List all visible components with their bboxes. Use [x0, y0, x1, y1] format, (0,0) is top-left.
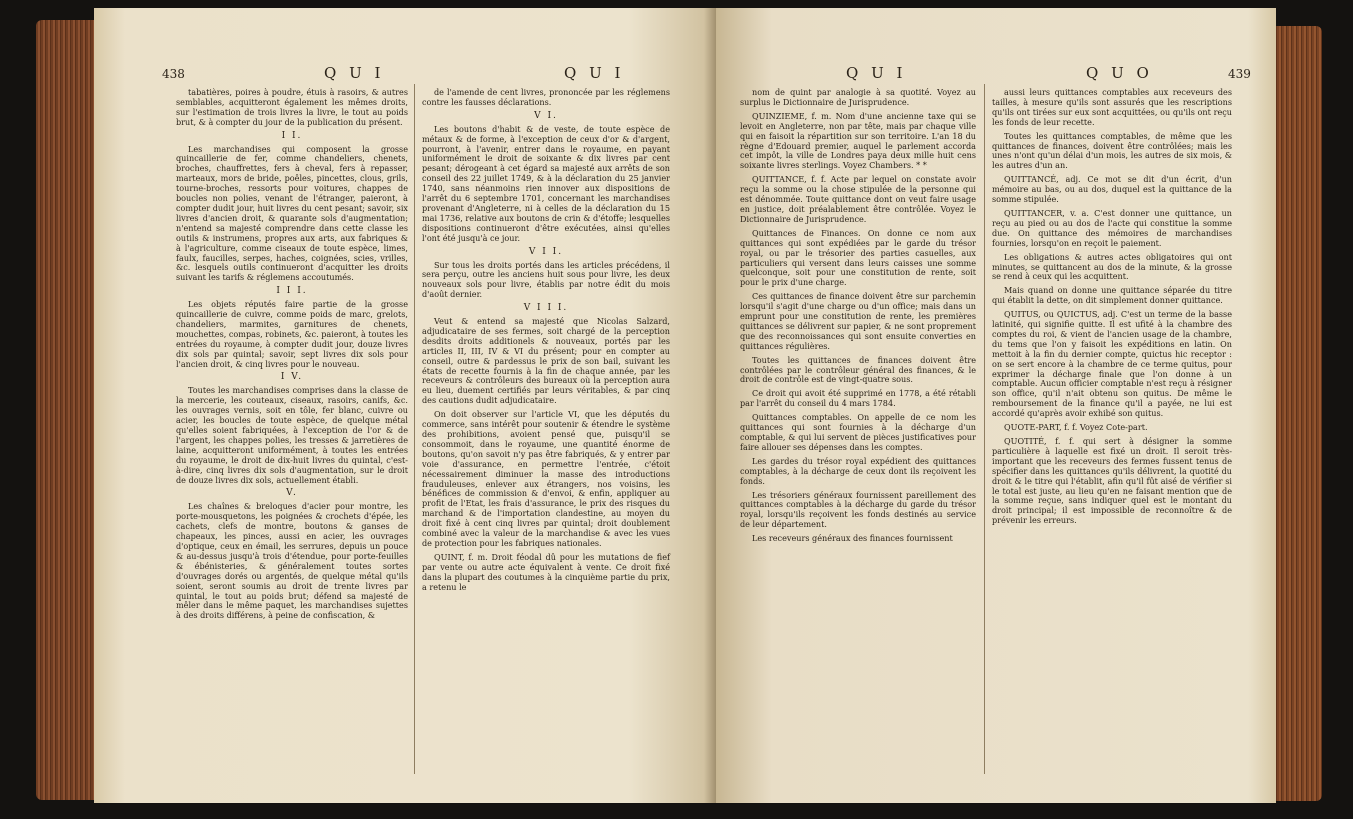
paragraph: QUINT, f. m. Droit féodal dû pour les mutations de fief par vente ou autre acte équivalent à vente. Ce droit fixé dans la plupart des coutumes à la cinquième partie du prix, a retenu le: [422, 551, 670, 592]
section-numeral: I V.: [280, 372, 304, 383]
left-page: [94, 8, 716, 803]
paragraph: QUOTE-PART, f. f. Voyez Cote-part.: [1004, 422, 1148, 433]
paragraph: QUINZIEME, f. m. Nom d'une ancienne taxe qui se levoit en Angleterre, non par tête, mais par chaque ville qui en faisoit la répartition sur son territoire. L'an 18 du règne d'Edouard premier, auquel le parlement accorda cet impôt, la ville de Londres paya deux mille huit cens soixante livres sterlings. Voyez Chambers. * *: [740, 110, 976, 171]
paragraph: Les gardes du trésor royal expédient des quittances comptables, à la décharge de ceux dont ils reçoivent les fonds.: [740, 455, 976, 486]
paragraph: Sur tous les droits portés dans les articles précédens, il sera perçu, outre les anciens huit sous pour livre, les deux nouveaux sols pour livre, établis par notre édit du mois d'août dernier.: [422, 259, 670, 300]
paragraph: Les marchandises qui composent la grosse quincaillerie de fer, comme chandeliers, chenets, broches, chauffrettes, fers à cheval, fers à repasser, marteaux, mors de bride, poêles, pincettes, clous, grils, tourne-broches, ressorts pour voitures, chappes de boucles non polies, venant de l'étranger, paieront, à compter dudit jour, huit livres du cent pesant; savoir, six livres d'ancien droit, & quarante sols d'augmentation; n'entend sa majesté comprendre dans cette classe les outils & instrumens, propres aux arts, aux fabriques & à l'agriculture, comme ciseaux de toute espèce, limes, faulx, faucilles, serpes, haches, coignées, scies, vrilles, &c. lesquels outils continueront d'acquitter les droits suivant les tarifs & réglemens accoutumés.: [176, 143, 408, 283]
paragraph: Mais quand on donne une quittance séparée du titre qui établit la dette, on dit simplement donner quittance.: [992, 285, 1232, 306]
paragraph: aussi leurs quittances comptables aux receveurs des tailles, à mesure qu'ils sont assurés que les rescriptions qu'ils ont tirées sur eux sont acquittées, ou qu'ils ont reçu les fonds de leur recette.: [992, 87, 1232, 127]
book-spread: [36, 8, 1322, 811]
left-column-2: [422, 88, 670, 597]
paragraph: Toutes les quittances de finances doivent être contrôlées par le contrôleur général des finances, & le droit de contrôle est de vingt-quatre sous.: [740, 354, 976, 385]
paragraph: Ces quittances de finance doivent être sur parchemin lorsqu'il s'agit d'une charge ou d'un office; mais dans un emprunt pour une constitution de rente, les premières quittances se délivrent sur papier, & ne sont proprement que des reconnoissances qui sont ensuite converties en quittances régulières.: [740, 291, 976, 351]
right-page: [716, 8, 1276, 803]
column-rule: [414, 84, 415, 774]
paragraph: Quittances de Finances. On donne ce nom aux quittances qui sont expédiées par le garde du trésor royal, ou par le trésorier des parties casuelles, aux particuliers qui versent dans leurs caisses une somme quelconque, soit pour une constitution de rente, soit pour le prix d'une charge.: [740, 227, 976, 288]
section-numeral: V I I I.: [523, 303, 569, 314]
section-numeral: V.: [286, 488, 298, 499]
right-running-head-1: Q U I: [846, 64, 907, 82]
section-numeral: I I.: [281, 130, 303, 141]
section-numeral: I I I.: [276, 286, 308, 297]
paragraph: Les boutons d'habit & de veste, de toute espèce de métaux & de forme, à l'exception de ceux d'or & d'argent, pourront, à l'avenir, entrer dans le royaume, en payant uniformément le droit de soixante & dix livres par cent pesant; dérogeant à cet égard sa majesté aux arrêts de son conseil des 22 juillet 1749, & à la déclaration du 25 janvier 1740, sans néanmoins rien innover aux dispositions de l'arrêt du 6 septembre 1701, concernant les marchandises provenant d'Angleterre, ni à celles de la déclaration du 15 mai 1736, relative aux boutons de crin & d'étoffe; lesquelles dispositions continueront d'être exécutées, ainsi qu'elles l'ont été jusqu'à ce jour.: [422, 123, 670, 243]
paragraph: QUITTANCÉ, adj. Ce mot se dit d'un écrit, d'un mémoire au bas, ou au dos, duquel est la quittance de la somme stipulée.: [992, 174, 1232, 205]
paragraph: Toutes les marchandises comprises dans la classe de la mercerie, les couteaux, ciseaux, rasoirs, canifs, &c. les ouvrages vernis, soit en tôle, fer blanc, cuivre ou acier, les boucles de toute espèce, de quelque métal qu'elles soient fabriquées, à l'exception de l'or & de l'argent, les chappes polies, les tresses & jarretières de laine, acquitteront uniformément, à toutes les entrées du royaume, le droit de dix-huit livres du quintal, c'est-à-dire, cinq livres dix sols d'augmentation, sur le droit de douze livres dix sols, actuellement établi.: [176, 385, 408, 485]
paragraph: Quittances comptables. On appelle de ce nom les quittances qui sont fournies à la décharge d'un comptable, & qui lui servent de pièces justificatives pour faire allouer ses dépenses dans les comptes.: [740, 412, 976, 452]
paragraph: Les obligations & autres actes obligatoires qui ont minutes, se quittancent au dos de la minute, & la grosse se rend à ceux qui les acquittent.: [992, 251, 1232, 282]
paragraph: On doit observer sur l'article VI, que les députés du commerce, sans intérêt pour soutenir & étendre le système des prohibitions, avoient pensé que, puisqu'il se consommoit, dans le royaume, une quantité énorme de boutons, qu'on savoit n'y pas être fabriqués, & y entrer par voie d'assurance, en permettre l'entrée, c'étoit nécessairement diminuer la masse des introductions frauduleuses, enlever aux étrangers, nos voisins, les bénéfices de commission & d'envoi, & enfin, appliquer au profit de l'Etat, les frais d'assurance, le prix des risques du marchand & de l'importation clandestine, au moyen du droit fixé à cent cinq livres par quintal; droit doublement combiné avec la valeur de la marchandise & avec les vues de protection pour les fabriques nationales.: [422, 409, 670, 548]
paragraph: QUITTANCE, f. f. Acte par lequel on constate avoir reçu la somme ou la chose stipulée de la personne qui est dénommée. Toute quittance dont on veut faire usage en justice, doit préalablement être contrôlée. Voyez le Dictionnaire de Jurisprudence.: [740, 174, 976, 224]
paragraph: de l'amende de cent livres, prononcée par les réglemens contre les fausses déclarations.: [422, 87, 670, 107]
section-numeral: V I.: [534, 110, 558, 121]
paragraph: Veut & entend sa majesté que Nicolas Salzard, adjudicataire de ses fermes, soit chargé de la perception desdits droits additionels & nouveaux, portés par les articles II, III, IV & VI du présent; pour en compter au conseil, outre & pardessus le prix de son bail, suivant les états de recette fournis à la fin de chaque année, par les receveurs & contrôleurs des bureaux où la perception aura eu lieu, duement certifiés par leurs véritables, & par cinq des cautions dudit adjudicataire.: [422, 316, 670, 406]
paragraph: Les trésoriers généraux fournissent pareillement des quittances comptables à la décharge du garde du trésor royal, lorsqu'ils reçoivent les fonds destinés au service de leur département.: [740, 489, 976, 530]
left-running-head: Q U I: [324, 64, 385, 82]
column-rule-right: [984, 84, 985, 774]
right-running-head-2: Q U O: [1086, 64, 1153, 82]
left-column-1: [176, 88, 408, 625]
right-page-number: 439: [1228, 67, 1251, 81]
paragraph: Les objets réputés faire partie de la grosse quincaillerie de cuivre, comme poids de marc, grelots, chandeliers, marmites, garnitures de chenets, mouchettes, compas, robinets, &c. paieront, à toutes les entrées du royaume, à compter dudit jour, douze livres dix sols par quintal; savoir, sept livres dix sols pour l'ancien droit, & cinq livres pour le nouveau.: [176, 299, 408, 369]
left-page-number: 438: [162, 67, 185, 81]
paragraph: tabatières, poires à poudre, étuis à rasoirs, & autres semblables, acquitteront également les mêmes droits, sur l'estimation de trois livres la livre, le tout au poids brut, & à compter du jour de la publication du présent.: [176, 87, 408, 127]
paragraph: Les receveurs généraux des finances fournissent: [752, 533, 953, 544]
paragraph: Les chaînes & breloques d'acier pour montre, les porte-mousquetons, les poignées & crochets d'épée, les cachets, clefs de montre, boutons & ganses de chapeaux, les pinces, aussi en acier, les ouvrages d'optique, ceux en émail, les serrures, depuis un pouce & au-dessus jusqu'à trois d'étendue, pour porte-feuilles & ébénisteries, & généralement toutes sortes d'ouvrages dorés ou argentés, de quelque métal qu'ils soient, seront soumis au droit de trente livres par quintal, le tout au poids brut; défend sa majesté de mêler dans le même paquet, les marchandises sujettes à des droits différens, à peine de confiscation, &: [176, 501, 408, 621]
section-numeral: V I I.: [528, 246, 564, 257]
right-column-1: [740, 88, 976, 548]
left-running-head-2: Q U I: [564, 64, 625, 82]
paragraph: QUITTANCER, v. a. C'est donner une quittance, un reçu au pied ou au dos de l'acte qui constitue la somme due. On quittance des mémoires de marchandises fournies, lorsqu'on en reçoit le paiement.: [992, 207, 1232, 248]
paragraph: nom de quint par analogie à sa quotité. Voyez au surplus le Dictionnaire de Jurisprudence.: [740, 87, 976, 107]
right-column-2: [992, 88, 1232, 530]
paragraph: Toutes les quittances comptables, de même que les quittances de finances, doivent être contrôlées; mais les unes n'ont qu'un délai d'un mois, les autres de six mois, & les autres d'un an.: [992, 130, 1232, 171]
paragraph: QUITUS, ou QUICTUS, adj. C'est un terme de la basse latinité, qui signifie quitte. Il est ufité à la chambre des comptes du roi, & vient de l'ancien usage de la chambre, du tems que l'on y faisoit les expéditions en latin. On mettoit à la fin du dernier compte, quictus hic receptor : on se sert encore à la chambre de ce terme quitus, pour exprimer la décharge finale que l'on donne à un comptable. Aucun officier comptable n'est reçu à résigner son office, qu'il n'ait obtenu son quitus. De même le remboursement de la finance qu'il a payée, ne lui est accordé qu'après avoir exhibé son quitus.: [992, 309, 1232, 419]
paragraph: Ce droit qui avoit été supprimé en 1778, a été rétabli par l'arrêt du conseil du 4 mars 1784.: [740, 388, 976, 409]
paragraph: QUOTITÉ, f. f. qui sert à désigner la somme particulière à laquelle est fixé un droit. Il seroit très-important que les receveurs des fermes fussent tenus de spécifier dans les quittances qu'ils délivrent, la quotité du droit & le titre qui l'établit, afin qu'il fût aisé de vérifier si le total est juste, au lieu qu'en ne faisant mention que de la somme reçue, sans indiquer quel est le montant du droit principal; il est impossible de reconnoître & de prévenir les erreurs.: [992, 436, 1232, 526]
